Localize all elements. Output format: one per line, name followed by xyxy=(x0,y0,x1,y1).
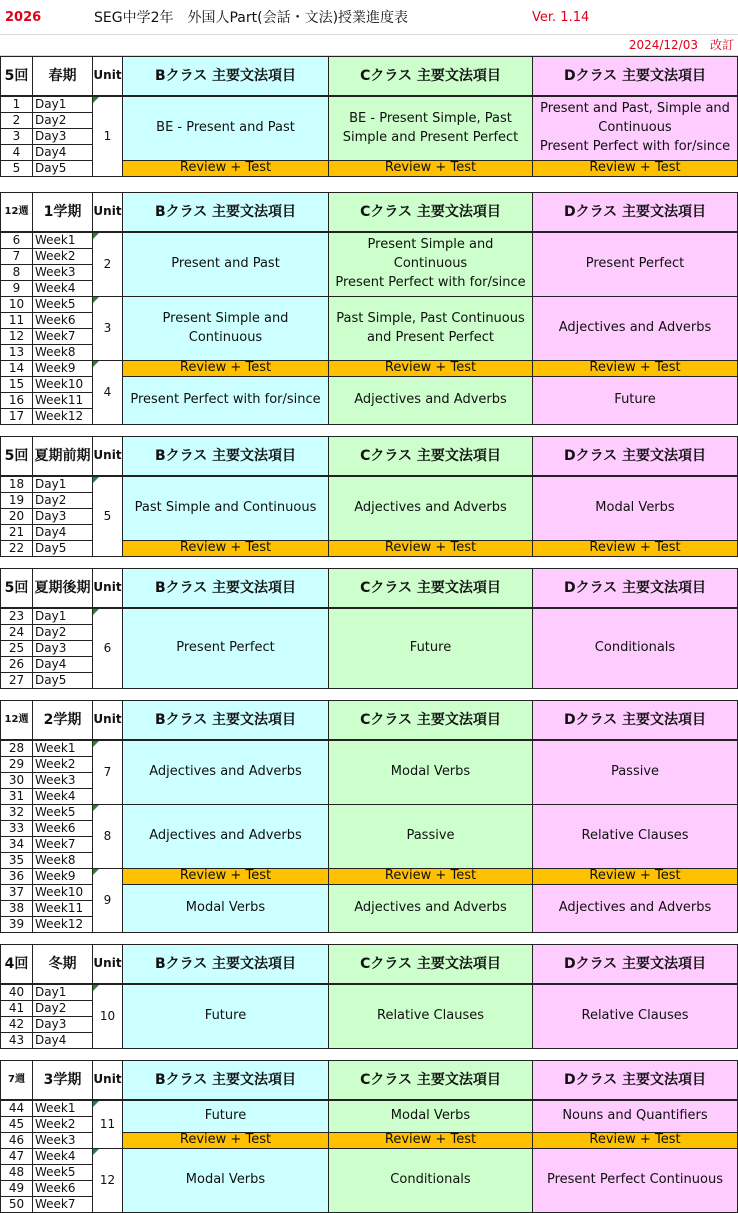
grammar-line: Conditionals xyxy=(594,640,676,656)
lesson-day: Week1 xyxy=(32,232,93,249)
lesson-day: Week9 xyxy=(32,868,93,885)
unit-number: 7 xyxy=(92,740,123,805)
lesson-number: 32 xyxy=(0,804,33,821)
c-review-test: Review + Test xyxy=(328,160,533,177)
b-class-header: Bクラス 主要文法項目 xyxy=(122,700,329,740)
lesson-day: Week6 xyxy=(32,1180,93,1197)
lesson-number: 24 xyxy=(0,624,33,641)
b-class-header: Bクラス 主要文法項目 xyxy=(122,436,329,476)
lesson-number: 3 xyxy=(0,128,33,145)
lesson-number: 27 xyxy=(0,672,33,689)
section-term: 春期 xyxy=(32,56,93,96)
comment-marker-icon xyxy=(93,869,99,875)
b-class-grammar xyxy=(122,296,329,361)
lesson-day: Week3 xyxy=(32,772,93,789)
comment-marker-icon xyxy=(93,609,99,615)
lesson-number: 36 xyxy=(0,868,33,885)
b-class-grammar xyxy=(122,96,329,161)
c-class-header: Cクラス 主要文法項目 xyxy=(328,700,533,740)
comment-marker-icon xyxy=(93,1101,99,1107)
grammar-line: Passive xyxy=(610,764,660,780)
grammar-line: Present and Past, Simple and Continuous xyxy=(540,101,730,136)
unit-number: 4 xyxy=(92,360,123,425)
b-class-grammar xyxy=(122,804,329,869)
grammar-line: Present and Past xyxy=(171,256,280,272)
lesson-number: 46 xyxy=(0,1132,33,1149)
b-review-test: Review + Test xyxy=(122,160,329,177)
lesson-number: 6 xyxy=(0,232,33,249)
lesson-day: Day3 xyxy=(32,508,93,525)
lesson-number: 47 xyxy=(0,1148,33,1165)
d-review-test: Review + Test xyxy=(532,1132,738,1149)
grammar-line: Conditionals xyxy=(390,1172,471,1188)
lesson-day: Week3 xyxy=(32,1132,93,1149)
comment-marker-icon xyxy=(93,985,99,991)
lesson-number: 16 xyxy=(0,392,33,409)
lesson-number: 50 xyxy=(0,1196,33,1213)
lesson-number: 28 xyxy=(0,740,33,757)
version-label: Ver. 1.14 xyxy=(532,9,590,25)
sheet-title: SEG中学2年 外国人Part(会話・文法)授業進度表 xyxy=(94,9,409,26)
lesson-day: Week5 xyxy=(32,296,93,313)
section-term: 冬期 xyxy=(32,944,93,984)
d-class-grammar xyxy=(532,740,738,805)
grammar-line: Modal Verbs xyxy=(390,1108,471,1124)
grammar-line: Modal Verbs xyxy=(390,764,471,780)
section-count: 12週 xyxy=(0,700,33,740)
b-review-test: Review + Test xyxy=(122,360,329,377)
c-review-test: Review + Test xyxy=(328,1132,533,1149)
lesson-day: Week7 xyxy=(32,836,93,853)
d-class-grammar xyxy=(532,296,738,361)
lesson-day: Day4 xyxy=(32,144,93,161)
grammar-line: Future xyxy=(409,640,452,656)
d-class-grammar xyxy=(532,804,738,869)
lesson-day: Week10 xyxy=(32,884,93,901)
b-class-grammar xyxy=(122,740,329,805)
c-class-grammar xyxy=(328,740,533,805)
lesson-number: 19 xyxy=(0,492,33,509)
unit-number: 5 xyxy=(92,476,123,557)
lesson-number: 23 xyxy=(0,608,33,625)
section-term: 3学期 xyxy=(32,1060,93,1100)
comment-marker-icon xyxy=(93,741,99,747)
d-class-grammar xyxy=(532,232,738,297)
lesson-number: 25 xyxy=(0,640,33,657)
lesson-day: Week1 xyxy=(32,1100,93,1117)
lesson-day: Week12 xyxy=(32,916,93,933)
lesson-number: 26 xyxy=(0,656,33,673)
lesson-number: 29 xyxy=(0,756,33,773)
comment-marker-icon xyxy=(93,233,99,239)
unit-header: Unit xyxy=(92,568,123,608)
grammar-line: Adjectives and Adverbs xyxy=(149,828,302,844)
b-review-test: Review + Test xyxy=(122,540,329,557)
lesson-number: 17 xyxy=(0,408,33,425)
grammar-line: Adjectives and Adverbs xyxy=(149,764,302,780)
lesson-day: Day2 xyxy=(32,1000,93,1017)
lesson-number: 1 xyxy=(0,96,33,113)
c-class-grammar xyxy=(328,476,533,541)
grammar-line: Relative Clauses xyxy=(581,1008,689,1024)
lesson-number: 33 xyxy=(0,820,33,837)
lesson-number: 7 xyxy=(0,248,33,265)
b-class-grammar xyxy=(122,1148,329,1213)
lesson-day: Day4 xyxy=(32,656,93,673)
c-class-header: Cクラス 主要文法項目 xyxy=(328,436,533,476)
lesson-day: Week3 xyxy=(32,264,93,281)
lesson-number: 37 xyxy=(0,884,33,901)
comment-marker-icon xyxy=(93,361,99,367)
d-class-header: Dクラス 主要文法項目 xyxy=(532,192,738,232)
grammar-line: Present Perfect with for/since xyxy=(539,138,731,154)
unit-header: Unit xyxy=(92,192,123,232)
d-class-header: Dクラス 主要文法項目 xyxy=(532,1060,738,1100)
lesson-number: 45 xyxy=(0,1116,33,1133)
d-class-grammar xyxy=(532,884,738,933)
lesson-day: Week11 xyxy=(32,392,93,409)
d-review-test: Review + Test xyxy=(532,360,738,377)
grammar-line: Past Simple and Continuous xyxy=(134,500,317,516)
lesson-number: 40 xyxy=(0,984,33,1001)
lesson-number: 15 xyxy=(0,376,33,393)
d-class-header: Dクラス 主要文法項目 xyxy=(532,944,738,984)
unit-number: 1 xyxy=(92,96,123,177)
section-term: 夏期前期 xyxy=(32,436,93,476)
lesson-day: Day2 xyxy=(32,112,93,129)
lesson-number: 30 xyxy=(0,772,33,789)
lesson-number: 42 xyxy=(0,1016,33,1033)
revision-date: 2024/12/03 改訂 xyxy=(628,38,734,53)
d-class-grammar xyxy=(532,608,738,689)
c-class-grammar xyxy=(328,96,533,161)
lesson-day: Week7 xyxy=(32,1196,93,1213)
lesson-number: 35 xyxy=(0,852,33,869)
lesson-number: 21 xyxy=(0,524,33,541)
c-class-header: Cクラス 主要文法項目 xyxy=(328,56,533,96)
section-count: 12週 xyxy=(0,192,33,232)
grammar-line: Present Simple and Continuous xyxy=(367,237,494,272)
unit-number: 10 xyxy=(92,984,123,1049)
b-class-header: Bクラス 主要文法項目 xyxy=(122,944,329,984)
grammar-line: Passive xyxy=(406,828,455,844)
lesson-number: 49 xyxy=(0,1180,33,1197)
lesson-number: 31 xyxy=(0,788,33,805)
lesson-day: Week5 xyxy=(32,804,93,821)
unit-number: 6 xyxy=(92,608,123,689)
c-class-grammar xyxy=(328,232,533,297)
c-class-header: Cクラス 主要文法項目 xyxy=(328,568,533,608)
d-class-grammar xyxy=(532,476,738,541)
section-count: 5回 xyxy=(0,568,33,608)
year-label: 2026 xyxy=(5,9,42,25)
unit-number: 2 xyxy=(92,232,123,297)
lesson-day: Week2 xyxy=(32,1116,93,1133)
c-class-grammar xyxy=(328,804,533,869)
lesson-number: 43 xyxy=(0,1032,33,1049)
lesson-day: Day5 xyxy=(32,160,93,177)
grammar-line: Adjectives and Adverbs xyxy=(354,392,507,408)
section-count: 7週 xyxy=(0,1060,33,1100)
comment-marker-icon xyxy=(93,297,99,303)
unit-number: 9 xyxy=(92,868,123,933)
grammar-line: Present Perfect Continuous xyxy=(546,1172,723,1188)
grammar-line: Present Perfect xyxy=(176,640,275,656)
grammar-line: Relative Clauses xyxy=(581,828,689,844)
lesson-number: 10 xyxy=(0,296,33,313)
lesson-number: 14 xyxy=(0,360,33,377)
lesson-number: 22 xyxy=(0,540,33,557)
unit-number: 12 xyxy=(92,1148,123,1213)
c-review-test: Review + Test xyxy=(328,868,533,885)
c-class-grammar xyxy=(328,884,533,933)
section-count: 4回 xyxy=(0,944,33,984)
lesson-number: 2 xyxy=(0,112,33,129)
lesson-day: Day2 xyxy=(32,624,93,641)
c-class-header: Cクラス 主要文法項目 xyxy=(328,1060,533,1100)
unit-header: Unit xyxy=(92,1060,123,1100)
lesson-day: Day2 xyxy=(32,492,93,509)
unit-header: Unit xyxy=(92,700,123,740)
lesson-day: Day1 xyxy=(32,476,93,493)
lesson-number: 13 xyxy=(0,344,33,361)
section-count: 5回 xyxy=(0,56,33,96)
grammar-line: Relative Clauses xyxy=(377,1008,484,1024)
grammar-line: Adjectives and Adverbs xyxy=(354,500,507,516)
b-class-grammar xyxy=(122,984,329,1049)
b-class-grammar xyxy=(122,884,329,933)
c-class-grammar xyxy=(328,608,533,689)
unit-header: Unit xyxy=(92,944,123,984)
lesson-day: Day4 xyxy=(32,524,93,541)
b-class-header: Bクラス 主要文法項目 xyxy=(122,192,329,232)
grammar-line: Past Simple, Past Continuous and Present Perfect xyxy=(336,310,525,345)
lesson-day: Week10 xyxy=(32,376,93,393)
b-review-test: Review + Test xyxy=(122,1132,329,1149)
lesson-number: 11 xyxy=(0,312,33,329)
lesson-number: 5 xyxy=(0,160,33,177)
gridline xyxy=(0,34,738,35)
lesson-day: Week12 xyxy=(32,408,93,425)
lesson-day: Day3 xyxy=(32,1016,93,1033)
grammar-line: Adjectives and Adverbs xyxy=(354,900,507,916)
c-class-header: Cクラス 主要文法項目 xyxy=(328,944,533,984)
c-class-grammar xyxy=(328,1100,533,1133)
section-term: 夏期後期 xyxy=(32,568,93,608)
grammar-line: Modal Verbs xyxy=(185,900,266,916)
b-review-test: Review + Test xyxy=(122,868,329,885)
c-class-grammar xyxy=(328,376,533,425)
unit-number: 8 xyxy=(92,804,123,869)
unit-header: Unit xyxy=(92,56,123,96)
d-class-grammar xyxy=(532,1100,738,1133)
lesson-number: 12 xyxy=(0,328,33,345)
b-class-header: Bクラス 主要文法項目 xyxy=(122,56,329,96)
lesson-day: Week7 xyxy=(32,328,93,345)
c-class-header: Cクラス 主要文法項目 xyxy=(328,192,533,232)
grammar-line: Adjectives and Adverbs xyxy=(558,900,712,916)
comment-marker-icon xyxy=(93,805,99,811)
lesson-number: 38 xyxy=(0,900,33,917)
d-class-grammar xyxy=(532,376,738,425)
c-review-test: Review + Test xyxy=(328,360,533,377)
lesson-number: 48 xyxy=(0,1164,33,1181)
section-term: 1学期 xyxy=(32,192,93,232)
grammar-line: BE - Present and Past xyxy=(156,120,295,136)
lesson-day: Day5 xyxy=(32,672,93,689)
lesson-number: 18 xyxy=(0,476,33,493)
d-class-grammar xyxy=(532,96,738,161)
c-class-grammar xyxy=(328,1148,533,1213)
lesson-day: Week4 xyxy=(32,280,93,297)
grammar-line: Future xyxy=(204,1008,247,1024)
c-class-grammar xyxy=(328,984,533,1049)
grammar-line: Future xyxy=(204,1108,247,1124)
d-class-header: Dクラス 主要文法項目 xyxy=(532,56,738,96)
d-class-header: Dクラス 主要文法項目 xyxy=(532,568,738,608)
b-class-grammar xyxy=(122,608,329,689)
comment-marker-icon xyxy=(93,97,99,103)
lesson-number: 41 xyxy=(0,1000,33,1017)
lesson-day: Week4 xyxy=(32,1148,93,1165)
lesson-day: Week8 xyxy=(32,852,93,869)
grammar-line: Nouns and Quantifiers xyxy=(562,1108,708,1124)
grammar-line: Present Perfect with for/since xyxy=(130,392,321,408)
lesson-day: Week8 xyxy=(32,344,93,361)
d-class-header: Dクラス 主要文法項目 xyxy=(532,700,738,740)
grammar-line: Present Perfect xyxy=(585,256,685,272)
b-class-grammar xyxy=(122,1100,329,1133)
d-class-header: Dクラス 主要文法項目 xyxy=(532,436,738,476)
comment-marker-icon xyxy=(93,477,99,483)
lesson-day: Day5 xyxy=(32,540,93,557)
lesson-number: 20 xyxy=(0,508,33,525)
b-class-grammar xyxy=(122,376,329,425)
d-review-test: Review + Test xyxy=(532,160,738,177)
lesson-day: Day3 xyxy=(32,640,93,657)
lesson-number: 44 xyxy=(0,1100,33,1117)
grammar-line: Present Simple and Continuous xyxy=(162,310,289,345)
lesson-day: Day3 xyxy=(32,128,93,145)
lesson-day: Day1 xyxy=(32,96,93,113)
lesson-day: Day4 xyxy=(32,1032,93,1049)
lesson-day: Week9 xyxy=(32,360,93,377)
lesson-number: 9 xyxy=(0,280,33,297)
c-review-test: Review + Test xyxy=(328,540,533,557)
grammar-line: Present Perfect with for/since xyxy=(335,274,526,290)
b-class-header: Bクラス 主要文法項目 xyxy=(122,1060,329,1100)
unit-header: Unit xyxy=(92,436,123,476)
lesson-day: Week1 xyxy=(32,740,93,757)
d-class-grammar xyxy=(532,1148,738,1213)
lesson-number: 8 xyxy=(0,264,33,281)
section-count: 5回 xyxy=(0,436,33,476)
lesson-day: Week2 xyxy=(32,248,93,265)
lesson-day: Week2 xyxy=(32,756,93,773)
lesson-day: Week6 xyxy=(32,820,93,837)
comment-marker-icon xyxy=(93,1149,99,1155)
grammar-line: Modal Verbs xyxy=(595,500,675,516)
lesson-day: Week4 xyxy=(32,788,93,805)
d-review-test: Review + Test xyxy=(532,540,738,557)
lesson-day: Week6 xyxy=(32,312,93,329)
lesson-number: 39 xyxy=(0,916,33,933)
lesson-day: Week5 xyxy=(32,1164,93,1181)
lesson-number: 34 xyxy=(0,836,33,853)
grammar-line: BE - Present Simple, Past Simple and Present Perfect xyxy=(342,110,519,145)
c-class-grammar xyxy=(328,296,533,361)
b-class-grammar xyxy=(122,476,329,541)
lesson-day: Day1 xyxy=(32,984,93,1001)
grammar-line: Future xyxy=(614,392,656,408)
grammar-line: Modal Verbs xyxy=(185,1172,266,1188)
b-class-grammar xyxy=(122,232,329,297)
grammar-line: Adjectives and Adverbs xyxy=(558,320,712,336)
lesson-day: Day1 xyxy=(32,608,93,625)
d-review-test: Review + Test xyxy=(532,868,738,885)
unit-number: 3 xyxy=(92,296,123,361)
d-class-grammar xyxy=(532,984,738,1049)
lesson-number: 4 xyxy=(0,144,33,161)
unit-number: 11 xyxy=(92,1100,123,1149)
b-class-header: Bクラス 主要文法項目 xyxy=(122,568,329,608)
lesson-day: Week11 xyxy=(32,900,93,917)
section-term: 2学期 xyxy=(32,700,93,740)
